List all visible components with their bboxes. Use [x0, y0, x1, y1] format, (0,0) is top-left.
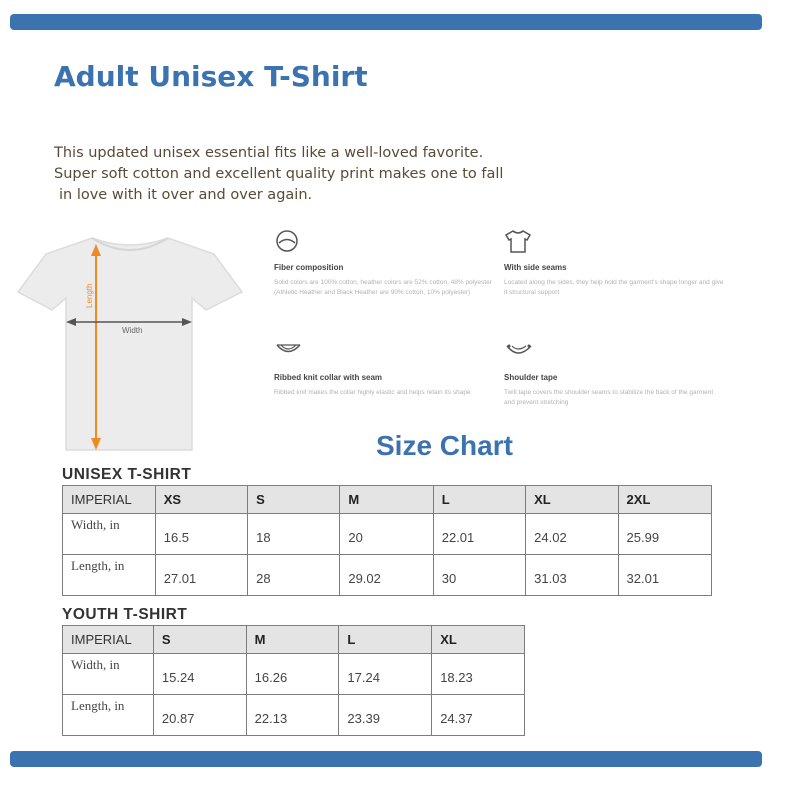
tshirt-icon	[18, 238, 242, 450]
table-header-cell: M	[246, 626, 339, 654]
row-label: Length, in	[63, 695, 154, 736]
table-header-cell: S	[153, 626, 246, 654]
table-cell: 24.02	[526, 514, 618, 555]
feature-title: Shoulder tape	[504, 373, 558, 382]
table-cell: 25.99	[618, 514, 711, 555]
table-cell: 24.37	[432, 695, 525, 736]
table-cell: 15.24	[153, 654, 246, 695]
table-header-cell: L	[339, 626, 432, 654]
table-cell: 31.03	[526, 555, 618, 596]
table-cell: 16.26	[246, 654, 339, 695]
row-label: Width, in	[63, 514, 156, 555]
feature-title: With side seams	[504, 263, 567, 272]
table-cell: 23.39	[339, 695, 432, 736]
table-header-row	[63, 626, 525, 654]
unisex-size-table	[62, 485, 712, 596]
table-header-cell: L	[433, 486, 525, 514]
top-banner-bar	[10, 14, 762, 30]
table-cell: 16.5	[155, 514, 247, 555]
feature-title: Ribbed knit collar with seam	[274, 373, 383, 382]
table-cell: 17.24	[339, 654, 432, 695]
tshirt-measurement-diagram	[14, 230, 246, 455]
feature-ribbed-collar	[274, 338, 494, 398]
feature-fiber-composition	[274, 228, 494, 298]
table-cell: 20.87	[153, 695, 246, 736]
tshirt-icon	[504, 228, 534, 254]
table-header-cell: XS	[155, 486, 247, 514]
table-header-cell: XL	[432, 626, 525, 654]
product-description	[54, 143, 503, 206]
table-row	[63, 514, 712, 555]
table-header-cell: S	[248, 486, 340, 514]
table-header-cell: IMPERIAL	[63, 486, 156, 514]
table-header-cell: M	[340, 486, 433, 514]
table-cell: 29.02	[340, 555, 433, 596]
feature-text: Twill tape covers the shoulder seams to stabilize the back of the garment and prevent stretching	[504, 389, 714, 406]
description-line: This updated unisex essential fits like a well-loved favorite.	[54, 145, 484, 161]
table-cell: 32.01	[618, 555, 711, 596]
table-header-cell: XL	[526, 486, 618, 514]
row-label: Width, in	[63, 654, 154, 695]
unisex-table-title: UNISEX T-SHIRT	[62, 466, 192, 483]
table-cell: 28	[248, 555, 340, 596]
table-header-row	[63, 486, 712, 514]
page-title: Adult Unisex T-Shirt	[54, 60, 368, 93]
feature-shoulder-tape	[504, 338, 724, 408]
feature-text: Located along the sides, they help hold the garment's shape longer and give it structural support	[504, 279, 724, 296]
description-line: Super soft cotton and excellent quality print makes one to fall	[54, 166, 504, 182]
youth-table-title: YOUTH T-SHIRT	[62, 606, 188, 623]
size-chart-title: Size Chart	[376, 430, 513, 461]
collar-icon	[274, 338, 304, 364]
table-row	[63, 695, 525, 736]
feature-text: Ribbed knit makes the collar highly elastic and helps retain its shape	[274, 389, 471, 396]
table-cell: 30	[433, 555, 525, 596]
shoulder-tape-icon	[504, 338, 534, 364]
table-row	[63, 555, 712, 596]
table-header-cell: 2XL	[618, 486, 711, 514]
table-cell: 18.23	[432, 654, 525, 695]
feature-title: Fiber composition	[274, 263, 344, 272]
feature-text: Solid colors are 100% cotton, heather colors are 52% cotton, 48% polyester (Athletic Heather and Black Heather are 90% cotton, 10% polyester)	[274, 279, 492, 296]
length-label: Length	[85, 283, 94, 308]
row-label: Length, in	[63, 555, 156, 596]
table-cell: 20	[340, 514, 433, 555]
table-cell: 27.01	[155, 555, 247, 596]
width-label: Width	[122, 326, 143, 335]
youth-size-table	[62, 625, 525, 736]
table-cell: 22.13	[246, 695, 339, 736]
feature-side-seams	[504, 228, 724, 298]
bottom-banner-bar	[10, 751, 762, 767]
table-row	[63, 654, 525, 695]
table-cell: 18	[248, 514, 340, 555]
description-line: in love with it over and over again.	[59, 187, 313, 203]
table-cell: 22.01	[433, 514, 525, 555]
table-header-cell: IMPERIAL	[63, 626, 154, 654]
fabric-icon	[274, 228, 304, 254]
